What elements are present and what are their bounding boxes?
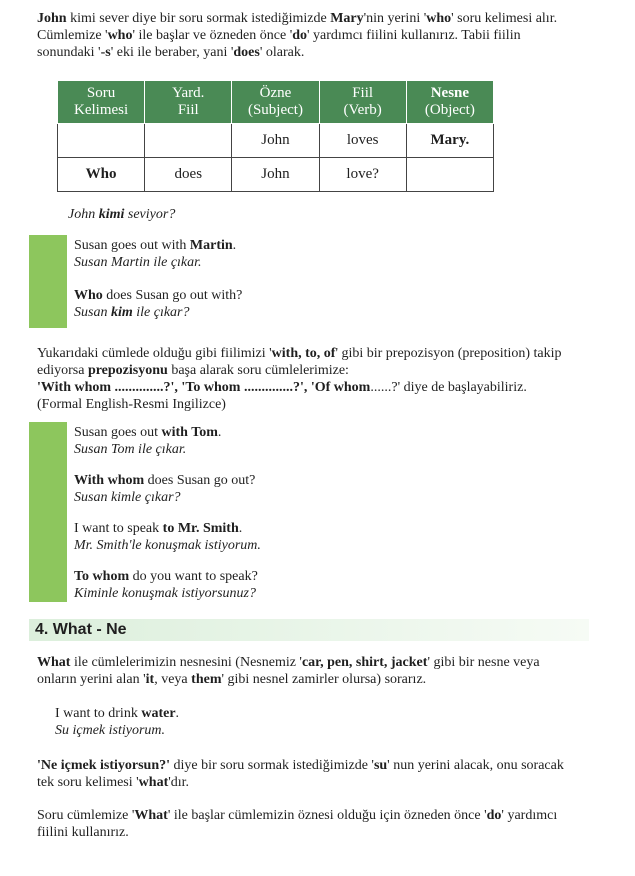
what-l2e: ' gibi nesnel zamirler olursa) sorarız.	[221, 672, 427, 687]
water-translation: Su içmek istiyorum.	[55, 723, 166, 738]
header-subject	[232, 81, 319, 124]
what-l1c: car, pen, shirt, jacket	[301, 655, 428, 670]
ex2-s1c: .	[217, 425, 222, 440]
ex2-translation-3: Mr. Smith'le konuşmak istiyorum.	[74, 538, 261, 553]
ex2-translation-4: Kiminle konuşmak istiyorsunuz?	[74, 586, 256, 601]
ne-l1c: su	[373, 758, 388, 773]
what-l2b: it	[145, 672, 155, 687]
header-cell-line: Fiil	[352, 85, 374, 101]
ex2-s4b: do you want to speak?	[129, 569, 258, 584]
intro-paragraph	[37, 10, 597, 61]
intro-l2-b: who	[107, 28, 133, 43]
prep-l2b: prepozisyonu	[87, 363, 168, 378]
table-cell: loves	[319, 124, 406, 158]
ex2-s2a: With whom	[74, 473, 145, 488]
header-cell-line: Nesne	[430, 85, 470, 101]
intro-l3-d: does	[233, 45, 260, 60]
ne-line-1	[37, 757, 607, 774]
last-line-2: fiilini kullanırız.	[37, 825, 129, 840]
ex1-s2b: does Susan go out with?	[102, 288, 243, 303]
intro-l1-f: ' soru kelimesi alır.	[451, 11, 558, 26]
example-bar-1	[29, 235, 67, 328]
example-john-translation	[68, 207, 175, 223]
section-heading	[29, 619, 589, 641]
intro-line-1	[37, 10, 597, 27]
ex1-sentence-2	[74, 287, 242, 304]
intro-line-2	[37, 27, 597, 44]
ex2-s3c: .	[238, 521, 243, 536]
header-cell-line: Özne	[259, 85, 292, 101]
last-line-1	[37, 807, 607, 824]
prep-line-4: (Formal English-Resmi Ingilizce)	[37, 397, 226, 412]
table-cell	[58, 158, 145, 192]
ne-l1a: 'Ne içmek istiyorsun?'	[37, 758, 170, 773]
table-cell	[406, 158, 493, 192]
what-paragraph	[37, 654, 607, 688]
intro-l2-d: do	[292, 28, 308, 43]
intro-l1-c: Mary	[330, 11, 364, 26]
what-l2d: them	[191, 672, 222, 687]
what-line-1	[37, 654, 607, 671]
ne-line-2	[37, 774, 607, 791]
object-mary: Mary.	[430, 132, 470, 148]
ex2-s1a: Susan goes out	[74, 425, 162, 440]
table-cell: John	[232, 158, 319, 192]
john-c: seviyor?	[124, 207, 176, 222]
table-cell: love?	[319, 158, 406, 192]
header-aux-verb	[145, 81, 232, 124]
header-cell-line: (Subject)	[247, 102, 303, 118]
ex1-t2c: ile çıkar?	[132, 305, 190, 320]
prep-l3d: ..............?', '	[240, 380, 315, 395]
intro-l1-a: John	[37, 11, 67, 26]
last-l1d: do	[486, 808, 502, 823]
ex2-s3b: to Mr. Smith	[162, 521, 239, 536]
last-l1b: What	[134, 808, 168, 823]
ne-l2a: tek soru kelimesi '	[37, 775, 139, 790]
table-cell	[406, 124, 493, 158]
ex2-sentence-3	[74, 520, 261, 537]
question-word-who: Who	[85, 166, 117, 182]
water-b: water	[141, 706, 176, 721]
header-cell-line: Soru	[86, 85, 116, 101]
header-cell-line: Kelimesi	[74, 102, 129, 118]
intro-l1-b: kimi sever diye bir soru sormak istediğimizde	[66, 11, 331, 26]
ex2-sentence-2	[74, 472, 261, 489]
table-row	[58, 124, 494, 158]
intro-l1-d: 'nin yerini '	[363, 11, 427, 26]
ex1-s2a: Who	[74, 288, 103, 303]
last-paragraph	[37, 807, 607, 841]
water-a: I want to drink	[55, 706, 142, 721]
header-cell-line: Yard.	[172, 85, 205, 101]
intro-line-3	[37, 44, 597, 61]
table-header-row	[58, 81, 494, 124]
intro-l1-e: who	[426, 11, 452, 26]
ex2-s3a: I want to speak	[74, 521, 163, 536]
ex2-s1b: with Tom	[161, 425, 218, 440]
john-b: kimi	[98, 207, 125, 222]
ne-l2c: 'dır.	[168, 775, 190, 790]
ex2-translation-1: Susan Tom ile çıkar.	[74, 442, 187, 457]
ex1-t2a: Susan	[74, 305, 111, 320]
intro-l3-a: sonundaki '	[37, 45, 101, 60]
ex1-s1a: Susan goes out with	[74, 238, 190, 253]
prep-l2a: ediyorsa	[37, 363, 88, 378]
table-row	[58, 158, 494, 192]
prep-l3f: ......?' diye de başlayabiliriz.	[370, 380, 527, 395]
prep-l1a: Yukarıdaki cümlede olduğu gibi fiilimizi '	[37, 346, 272, 361]
last-l1c: ' ile başlar cümlemizin öznesi olduğu için özneden önce '	[167, 808, 487, 823]
header-verb	[319, 81, 406, 124]
ex2-sentence-1	[74, 424, 261, 441]
intro-l2-a: Cümlemize '	[37, 28, 108, 43]
prep-l3a: 'With whom	[37, 380, 112, 395]
what-l1b: ile cümlelerimizin nesnesini (Nesnemiz '	[70, 655, 302, 670]
header-object	[406, 81, 493, 124]
water-sentence	[55, 705, 179, 722]
example-block-2	[74, 424, 261, 602]
john-a: John	[68, 207, 99, 222]
ex2-sentence-4	[74, 568, 261, 585]
header-question-word	[58, 81, 145, 124]
intro-l3-b: -s	[100, 45, 111, 60]
prep-l3c: To whom	[185, 380, 241, 395]
table-cell	[58, 124, 145, 158]
what-l1a: What	[37, 655, 71, 670]
example-bar-2	[29, 422, 67, 602]
grammar-table	[57, 80, 494, 192]
prep-l1b: with, to, of	[271, 346, 336, 361]
what-l2c: , veya	[154, 672, 192, 687]
what-line-2	[37, 671, 607, 688]
intro-l2-c: ' ile başlar ve özneden önce '	[132, 28, 293, 43]
ex1-translation-1: Susan Martin ile çıkar.	[74, 255, 202, 270]
header-cell-line: (Object)	[424, 102, 475, 118]
prep-l3e: Of whom	[314, 380, 371, 395]
preposition-paragraph	[37, 345, 607, 413]
header-cell-line: (Verb)	[343, 102, 382, 118]
ne-l1d: ' nun yerini alacak, onu soracak	[387, 758, 564, 773]
intro-l3-c: ' eki ile beraber, yani '	[110, 45, 234, 60]
ex2-s2b: does Susan go out?	[144, 473, 256, 488]
prep-line-1	[37, 345, 607, 362]
example-block-1	[74, 237, 242, 321]
prep-l3b: ..............?', '	[111, 380, 186, 395]
last-l1a: Soru cümlemize '	[37, 808, 135, 823]
prep-l1c: ' gibi bir prepozisyon (preposition) takip	[335, 346, 562, 361]
ne-paragraph	[37, 757, 607, 791]
prep-line-3	[37, 379, 607, 396]
ex2-s4a: To whom	[74, 569, 130, 584]
ex1-t2b: kim	[110, 305, 133, 320]
what-l1d: ' gibi bir nesne veya	[427, 655, 540, 670]
ne-l2b: what	[138, 775, 169, 790]
intro-l3-e: ' olarak.	[259, 45, 305, 60]
ex1-s1c: .	[232, 238, 237, 253]
table-cell	[145, 124, 232, 158]
intro-l2-e: ' yardımcı fiilini kullanırız. Tabii fiilin	[307, 28, 521, 43]
water-c: .	[175, 706, 180, 721]
what-l2a: onların yerini alan '	[37, 672, 146, 687]
water-example	[55, 705, 179, 739]
prep-l2c: başa alarak soru cümlelerimize:	[167, 363, 349, 378]
table-cell: does	[145, 158, 232, 192]
ex2-translation-2: Susan kimle çıkar?	[74, 490, 181, 505]
prep-line-2	[37, 362, 607, 379]
ex1-sentence-1	[74, 237, 242, 254]
ex1-translation-2	[74, 304, 242, 321]
header-cell-line: Fiil	[177, 102, 199, 118]
table-cell: John	[232, 124, 319, 158]
last-l1e: ' yardımcı	[501, 808, 558, 823]
ne-l1b: diye bir soru sormak istediğimizde '	[170, 758, 374, 773]
ex1-s1b: Martin	[189, 238, 233, 253]
section-title: 4. What - Ne	[35, 621, 127, 638]
